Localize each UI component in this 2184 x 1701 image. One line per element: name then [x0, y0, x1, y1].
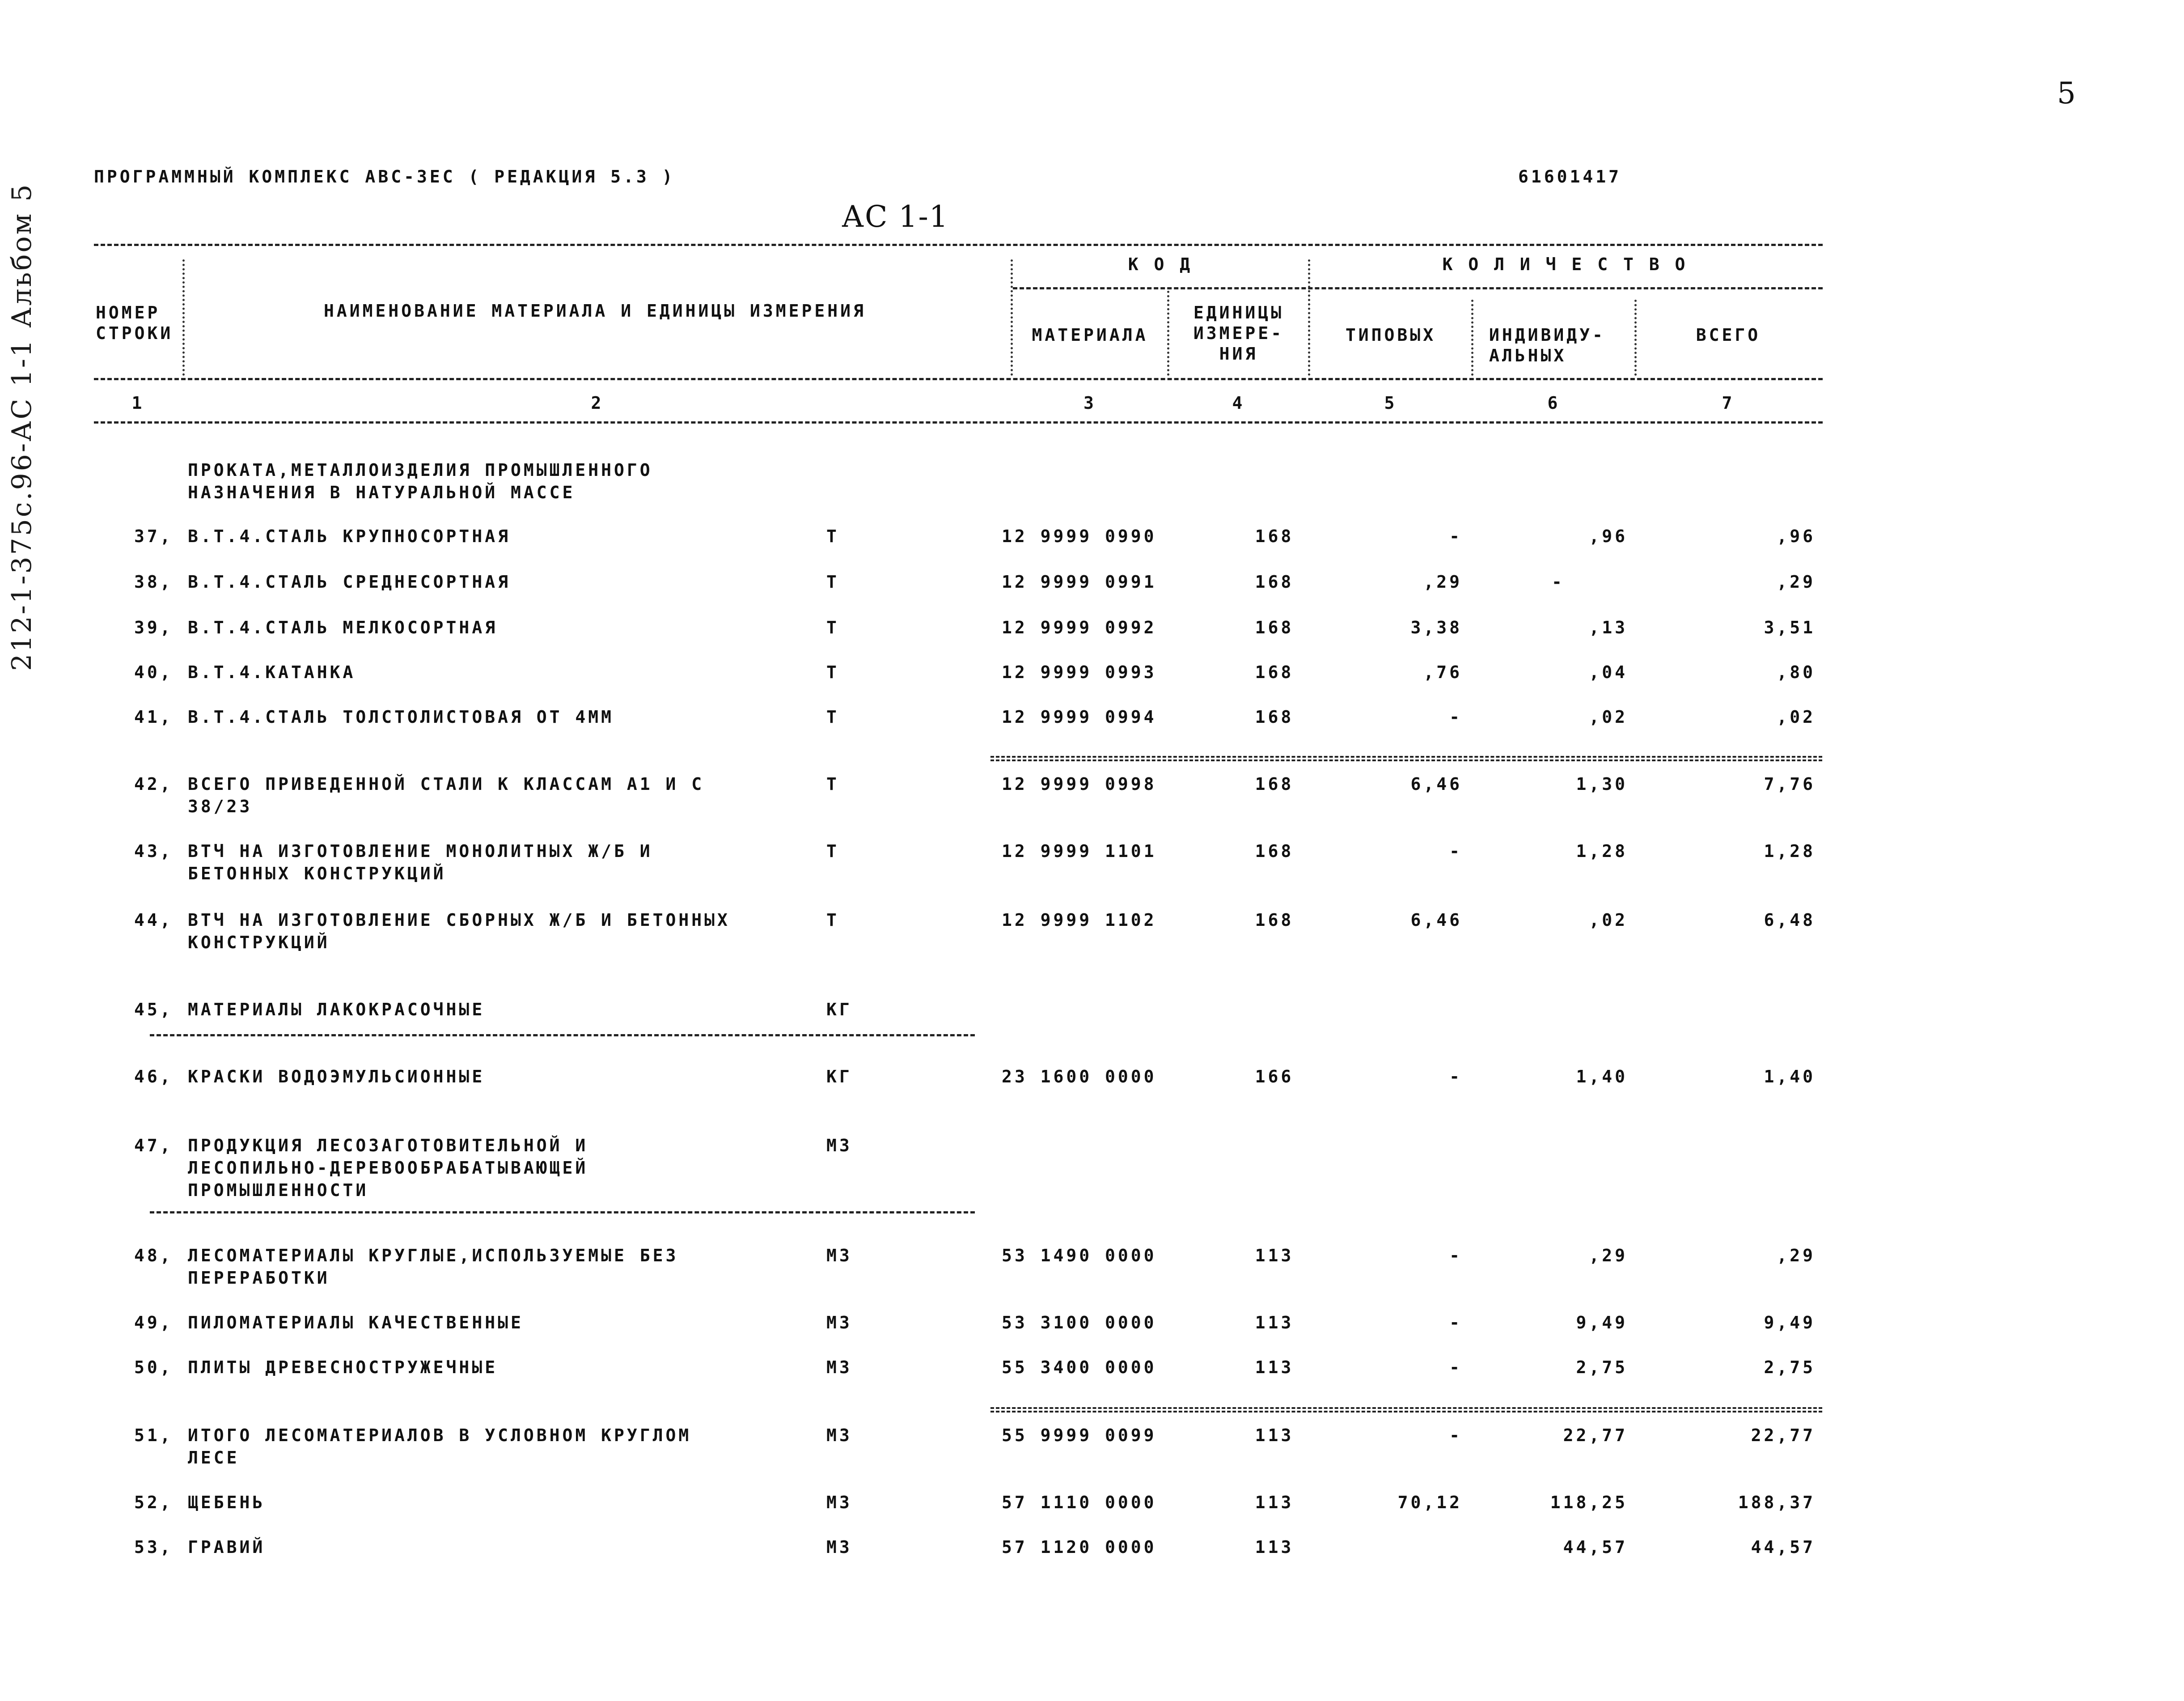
col4-heading-line3: НИЯ [1219, 344, 1258, 364]
row-measure-code: 113 [1255, 1493, 1294, 1512]
row-measure-code: 168 [1255, 774, 1294, 794]
row-measure-code: 168 [1255, 572, 1294, 592]
col1-heading-line1: НОМЕР [96, 303, 161, 322]
row-name: КРАСКИ ВОДОЭМУЛЬСИОННЫЕ [188, 1067, 485, 1086]
row-total: 44,57 [1751, 1537, 1816, 1557]
col4-heading-line2: ИЗМЕРЕ- [1193, 323, 1284, 343]
row-typical: 70,12 [1397, 1493, 1462, 1512]
row-material-code: 12 9999 0993 [1002, 662, 1157, 682]
row-measure-code: 168 [1255, 707, 1294, 727]
col-number-1: 1 [131, 393, 145, 413]
row-typical: - [1449, 526, 1462, 546]
row-number: 44, [134, 910, 173, 930]
row-number: 38, [134, 572, 173, 592]
section-title-line2: НАЗНАЧЕНИЯ В НАТУРАЛЬНОЙ МАССЕ [188, 483, 576, 502]
row-number: 40, [134, 662, 173, 682]
row-name: ПРОДУКЦИЯ ЛЕСОЗАГОТОВИТЕЛЬНОЙ И [188, 1136, 588, 1155]
row-total: 9,49 [1764, 1313, 1816, 1332]
row-total: 1,28 [1764, 841, 1816, 861]
row-number: 41, [134, 707, 173, 727]
row-individual: ,29 [1589, 1246, 1628, 1265]
row-name: В.Т.4.КАТАНКА [188, 662, 356, 682]
col-number-2: 2 [591, 393, 604, 413]
row-unit: М3 [826, 1313, 852, 1332]
col-number-5: 5 [1384, 393, 1397, 413]
row-unit: М3 [826, 1493, 852, 1512]
row-typical: - [1449, 841, 1462, 861]
header-col-separator [1471, 300, 1473, 376]
col6-heading-line2: АЛЬНЫХ [1489, 346, 1567, 365]
row-number: 39, [134, 618, 173, 637]
row-total: ,80 [1777, 662, 1816, 682]
row-name: ВСЕГО ПРИВЕДЕННОЙ СТАЛИ К КЛАССАМ А1 И С [188, 774, 705, 794]
col7-heading: ВСЕГО [1696, 325, 1761, 345]
program-title: ПРОГРАММНЫЙ КОМПЛЕКС АВС-ЗЕС ( РЕДАКЦИЯ 5.3 ) [94, 167, 675, 187]
row-individual: ,04 [1589, 662, 1628, 682]
row-total: 1,40 [1764, 1067, 1816, 1086]
row-number: 47, [134, 1136, 173, 1155]
col4-heading-line1: ЕДИНИЦЫ [1193, 303, 1284, 322]
row-number: 46, [134, 1067, 173, 1086]
row-measure-code: 113 [1255, 1357, 1294, 1377]
document-code: 61601417 [1518, 167, 1622, 187]
row-name-continued: ПЕРЕРАБОТКИ [188, 1268, 330, 1288]
row-name: МАТЕРИАЛЫ ЛАКОКРАСОЧНЫЕ [188, 1000, 485, 1019]
header-bottom-rule [94, 421, 1823, 424]
row-name: ГРАВИЙ [188, 1537, 266, 1557]
row-name-continued: КОНСТРУКЦИЙ [188, 933, 330, 952]
row-number: 48, [134, 1246, 173, 1265]
row-unit: Т [826, 618, 839, 637]
row-unit: Т [826, 774, 839, 794]
row-material-code: 12 9999 1101 [1002, 841, 1157, 861]
row-material-code: 12 9999 1102 [1002, 910, 1157, 930]
row-measure-code: 168 [1255, 618, 1294, 637]
row-typical: - [1449, 1425, 1462, 1445]
page-number: 5 [2057, 76, 2077, 110]
row-typical: - [1449, 1067, 1462, 1086]
row-unit: Т [826, 841, 839, 861]
row-number: 49, [134, 1313, 173, 1332]
col2-heading: НАИМЕНОВАНИЕ МАТЕРИАЛА И ЕДИНИЦЫ ИЗМЕРЕНИЯ [324, 301, 866, 321]
row-unit: КГ [826, 1067, 852, 1086]
header-top-rule [94, 244, 1823, 246]
row-typical: ,29 [1423, 572, 1462, 592]
row-name: ЛЕСОМАТЕРИАЛЫ КРУГЛЫЕ,ИСПОЛЬЗУЕМЫЕ БЕЗ [188, 1246, 679, 1265]
header-group-rule [1013, 287, 1823, 289]
handwritten-label: АС 1-1 [842, 199, 949, 234]
header-col-separator [182, 259, 185, 376]
row-name: В.Т.4.СТАЛЬ СРЕДНЕСОРТНАЯ [188, 572, 511, 592]
row-unit: М3 [826, 1246, 852, 1265]
row-material-code: 55 9999 0099 [1002, 1425, 1157, 1445]
row-measure-code: 168 [1255, 662, 1294, 682]
row-measure-code: 168 [1255, 526, 1294, 546]
row-number: 43, [134, 841, 173, 861]
row-unit: М3 [826, 1136, 852, 1155]
row-typical: - [1449, 1357, 1462, 1377]
row-individual: 44,57 [1563, 1537, 1628, 1557]
col-number-4: 4 [1232, 393, 1245, 413]
row-individual: ,02 [1589, 910, 1628, 930]
row-unit: КГ [826, 1000, 852, 1019]
row-number: 42, [134, 774, 173, 794]
row-name: ЩЕБЕНЬ [188, 1493, 266, 1512]
row-measure-code: 113 [1255, 1425, 1294, 1445]
row-material-code: 53 1490 0000 [1002, 1246, 1157, 1265]
row-individual: ,13 [1589, 618, 1628, 637]
col5-heading: ТИПОВЫХ [1345, 325, 1436, 345]
row-name: В.Т.4.СТАЛЬ ТОЛСТОЛИСТОВАЯ ОТ 4ММ [188, 707, 614, 727]
row-measure-code: 113 [1255, 1246, 1294, 1265]
col-number-3: 3 [1084, 393, 1096, 413]
row-number: 53, [134, 1537, 173, 1557]
row-material-code: 12 9999 0991 [1002, 572, 1157, 592]
group-underline [150, 1034, 975, 1036]
row-individual: ,96 [1589, 526, 1628, 546]
row-individual: - [1552, 572, 1565, 592]
row-name-continued: ПРОМЫШЛЕННОСТИ [188, 1180, 369, 1200]
row-individual: 118,25 [1550, 1493, 1628, 1512]
row-material-code: 12 9999 0992 [1002, 618, 1157, 637]
row-total: 7,76 [1764, 774, 1816, 794]
col6-heading-line1: ИНДИВИДУ- [1489, 325, 1605, 345]
row-unit: М3 [826, 1537, 852, 1557]
row-typical: 6,46 [1410, 774, 1462, 794]
row-individual: ,02 [1589, 707, 1628, 727]
row-unit: Т [826, 662, 839, 682]
row-number: 37, [134, 526, 173, 546]
row-individual: 2,75 [1576, 1357, 1628, 1377]
row-measure-code: 168 [1255, 841, 1294, 861]
row-measure-code: 113 [1255, 1313, 1294, 1332]
row-typical: - [1449, 707, 1462, 727]
row-unit: Т [826, 572, 839, 592]
row-name: ПИЛОМАТЕРИАЛЫ КАЧЕСТВЕННЫЕ [188, 1313, 524, 1332]
row-material-code: 12 9999 0994 [1002, 707, 1157, 727]
row-name: В.Т.4.СТАЛЬ МЕЛКОСОРТНАЯ [188, 618, 498, 637]
row-material-code: 57 1110 0000 [1002, 1493, 1157, 1512]
subtotal-double-rule [990, 756, 1822, 761]
row-number: 52, [134, 1493, 173, 1512]
side-stamp: 212-1-375с.96-АС 1-1 Альбом 5 [6, 182, 38, 671]
row-typical: - [1449, 1246, 1462, 1265]
row-total: ,29 [1777, 572, 1816, 592]
row-individual: 1,28 [1576, 841, 1628, 861]
header-col-separator [1308, 259, 1310, 376]
row-number: 50, [134, 1357, 173, 1377]
row-material-code: 55 3400 0000 [1002, 1357, 1157, 1377]
subtotal-double-rule [990, 1407, 1822, 1413]
row-total: 22,77 [1751, 1425, 1816, 1445]
row-material-code: 57 1120 0000 [1002, 1537, 1157, 1557]
section-title-line1: ПРОКАТА,МЕТАЛЛОИЗДЕЛИЯ ПРОМЫШЛЕННОГО [188, 460, 653, 480]
row-material-code: 53 3100 0000 [1002, 1313, 1157, 1332]
row-typical: - [1449, 1313, 1462, 1332]
row-unit: Т [826, 707, 839, 727]
code-group-heading: К О Д [1128, 255, 1193, 274]
row-measure-code: 166 [1255, 1067, 1294, 1086]
row-name: ИТОГО ЛЕСОМАТЕРИАЛОВ В УСЛОВНОМ КРУГЛОМ [188, 1425, 692, 1445]
row-number: 45, [134, 1000, 173, 1019]
row-name: ВТЧ НА ИЗГОТОВЛЕНИЕ МОНОЛИТНЫХ Ж/Б И [188, 841, 653, 861]
row-unit: Т [826, 910, 839, 930]
row-individual: 22,77 [1563, 1425, 1628, 1445]
col1-heading-line2: СТРОКИ [96, 323, 174, 343]
row-typical: ,76 [1423, 662, 1462, 682]
row-total: ,02 [1777, 707, 1816, 727]
row-number: 51, [134, 1425, 173, 1445]
row-unit: М3 [826, 1425, 852, 1445]
row-name-continued: 38/23 [188, 797, 253, 816]
row-individual: 1,30 [1576, 774, 1628, 794]
group-underline [150, 1211, 975, 1213]
col-number-7: 7 [1722, 393, 1735, 413]
row-material-code: 23 1600 0000 [1002, 1067, 1157, 1086]
col-number-6: 6 [1547, 393, 1561, 413]
row-typical: 3,38 [1410, 618, 1462, 637]
row-total: ,29 [1777, 1246, 1816, 1265]
row-total: 3,51 [1764, 618, 1816, 637]
row-total: 2,75 [1764, 1357, 1816, 1377]
row-individual: 9,49 [1576, 1313, 1628, 1332]
header-mid-rule [94, 378, 1823, 380]
row-total: 6,48 [1764, 910, 1816, 930]
row-material-code: 12 9999 0998 [1002, 774, 1157, 794]
row-total: ,96 [1777, 526, 1816, 546]
row-measure-code: 168 [1255, 910, 1294, 930]
row-material-code: 12 9999 0990 [1002, 526, 1157, 546]
row-unit: Т [826, 526, 839, 546]
row-measure-code: 113 [1255, 1537, 1294, 1557]
quantity-group-heading: К О Л И Ч Е С Т В О [1442, 255, 1688, 274]
row-individual: 1,40 [1576, 1067, 1628, 1086]
row-typical: 6,46 [1410, 910, 1462, 930]
row-name: В.Т.4.СТАЛЬ КРУПНОСОРТНАЯ [188, 526, 511, 546]
row-unit: М3 [826, 1357, 852, 1377]
header-col-separator [1011, 259, 1013, 376]
col3-heading: МАТЕРИАЛА [1032, 325, 1148, 345]
row-name-continued: ЛЕСЕ [188, 1448, 240, 1468]
row-name-continued: ЛЕСОПИЛЬНО-ДЕРЕВООБРАБАТЫВАЮЩЕЙ [188, 1158, 588, 1178]
row-total: 188,37 [1738, 1493, 1816, 1512]
row-name: ПЛИТЫ ДРЕВЕСНОСТРУЖЕЧНЫЕ [188, 1357, 498, 1377]
row-name-continued: БЕТОННЫХ КОНСТРУКЦИЙ [188, 864, 446, 883]
row-name: ВТЧ НА ИЗГОТОВЛЕНИЕ СБОРНЫХ Ж/Б И БЕТОННЫХ [188, 910, 730, 930]
